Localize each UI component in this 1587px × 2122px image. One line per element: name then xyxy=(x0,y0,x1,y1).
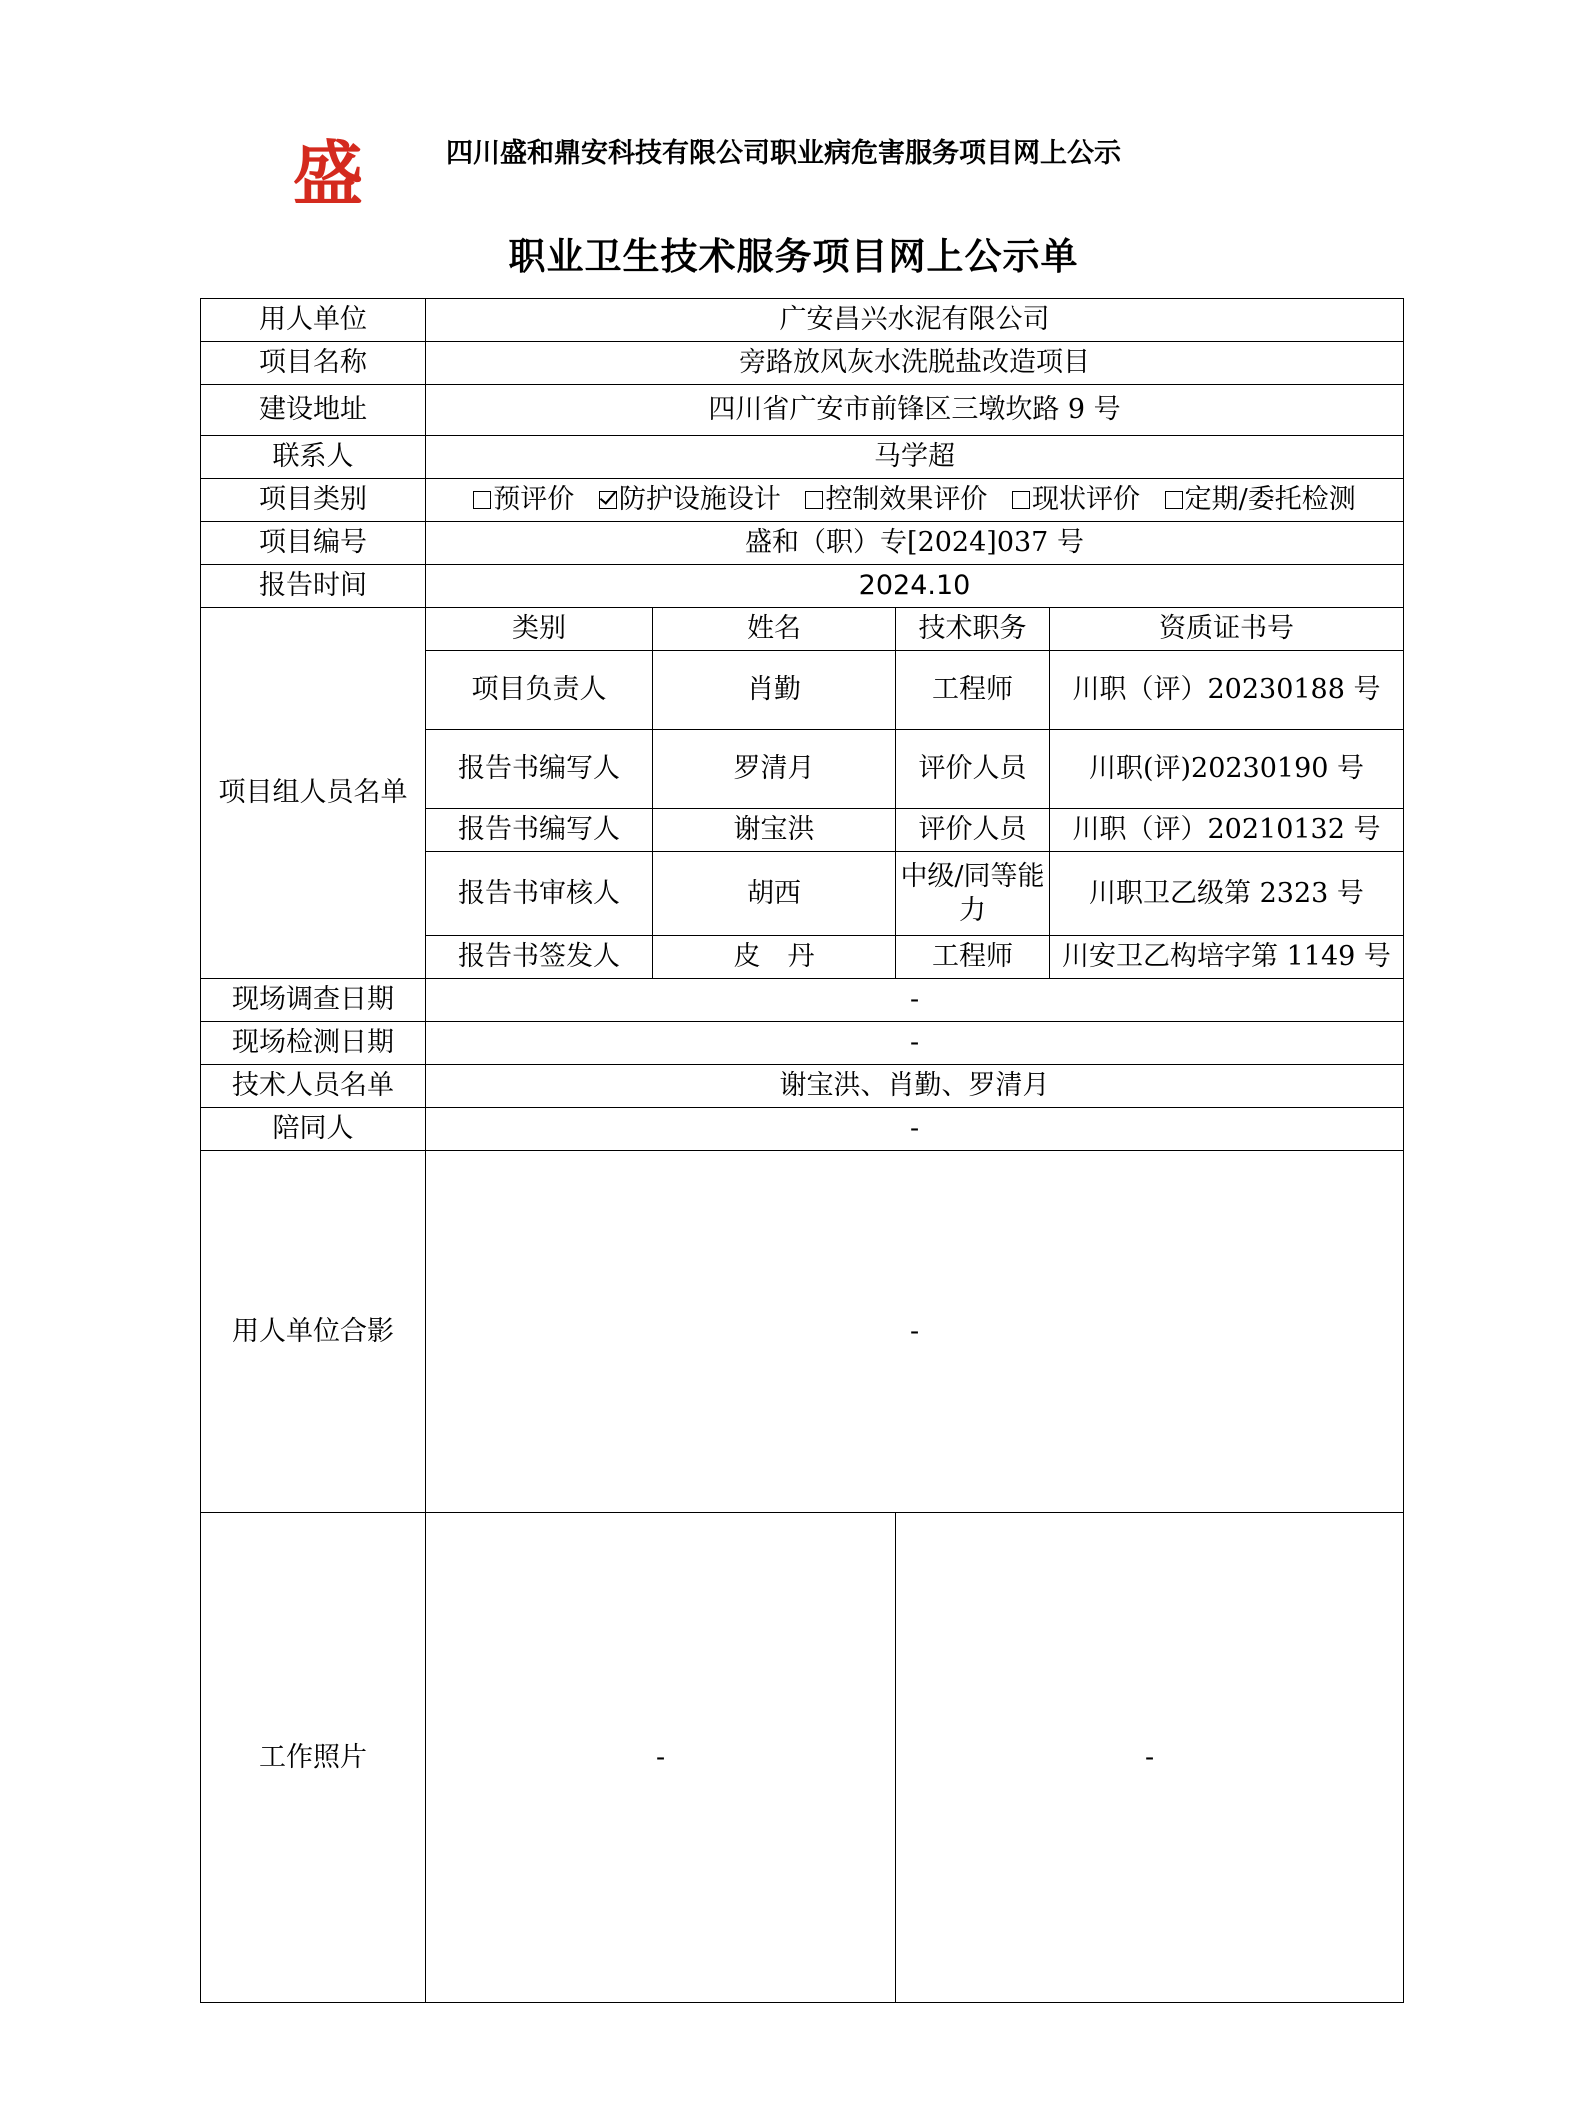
category-option-label: 现状评价 xyxy=(1032,484,1141,516)
checkbox-icon xyxy=(1012,491,1030,509)
row-test-date xyxy=(201,1022,1404,1065)
checkbox-icon xyxy=(473,491,491,509)
row-tech-staff xyxy=(201,1065,1404,1108)
category-option[interactable] xyxy=(1012,484,1140,515)
team-cell: 胡西 xyxy=(653,852,896,936)
company-logo xyxy=(290,134,366,214)
work-photo-left: - xyxy=(426,1513,896,2003)
form-title: 职业卫生技术服务项目网上公示单 xyxy=(508,234,1079,278)
team-cell: 项目负责人 xyxy=(426,651,653,730)
group-photo-placeholder: - xyxy=(426,1151,1404,1513)
row-companion xyxy=(201,1108,1404,1151)
team-cell: 川职（评）20210132 号 xyxy=(1050,809,1404,852)
row-survey-date xyxy=(201,979,1404,1022)
team-cell: 工程师 xyxy=(896,936,1050,979)
team-header-cell: 技术职务 xyxy=(896,608,1050,651)
project-no-label: 项目编号 xyxy=(201,522,426,565)
test-date-label: 现场检测日期 xyxy=(201,1022,426,1065)
project-name-value: 旁路放风灰水洗脱盐改造项目 xyxy=(426,342,1404,385)
team-cell: 工程师 xyxy=(896,651,1050,730)
team-header-cell: 资质证书号 xyxy=(1050,608,1404,651)
category-option-label: 控制效果评价 xyxy=(825,484,988,516)
team-header-row xyxy=(201,608,1404,651)
row-category xyxy=(201,479,1404,522)
category-option[interactable] xyxy=(599,484,781,515)
team-cell: 报告书编写人 xyxy=(426,809,653,852)
row-address xyxy=(201,385,1404,436)
team-cell: 报告书编写人 xyxy=(426,730,653,809)
project-no-value: 盛和（职）专[2024]037 号 xyxy=(426,522,1404,565)
contact-label: 联系人 xyxy=(201,436,426,479)
survey-date-label: 现场调查日期 xyxy=(201,979,426,1022)
checkbox-icon xyxy=(1165,491,1183,509)
logo-glyph: 盛 xyxy=(293,134,363,214)
category-option[interactable] xyxy=(473,484,574,515)
work-photos-label: 工作照片 xyxy=(201,1513,426,2003)
category-option-label: 防护设施设计 xyxy=(618,484,781,516)
report-time-value: 2024.10 xyxy=(426,565,1404,608)
companion-label: 陪同人 xyxy=(201,1108,426,1151)
tech-staff-label: 技术人员名单 xyxy=(201,1065,426,1108)
category-option-label: 定期/委托检测 xyxy=(1184,484,1356,516)
team-cell: 川职卫乙级第 2323 号 xyxy=(1050,852,1404,936)
address-label: 建设地址 xyxy=(201,385,426,436)
team-cell: 报告书审核人 xyxy=(426,852,653,936)
category-option-label: 预评价 xyxy=(493,484,575,516)
announcement-table xyxy=(200,298,1404,2003)
team-label: 项目组人员名单 xyxy=(201,608,426,979)
team-header-cell: 姓名 xyxy=(653,608,896,651)
team-cell: 皮 丹 xyxy=(653,936,896,979)
team-cell: 肖勤 xyxy=(653,651,896,730)
team-cell: 川职（评）20230188 号 xyxy=(1050,651,1404,730)
row-report-time xyxy=(201,565,1404,608)
team-cell: 川安卫乙构培字第 1149 号 xyxy=(1050,936,1404,979)
category-options xyxy=(426,479,1404,522)
project-name-label: 项目名称 xyxy=(201,342,426,385)
row-employer xyxy=(201,299,1404,342)
category-option[interactable] xyxy=(1165,484,1356,515)
team-cell: 评价人员 xyxy=(896,730,1050,809)
team-cell: 评价人员 xyxy=(896,809,1050,852)
category-option[interactable] xyxy=(805,484,987,515)
team-cell: 川职(评)20230190 号 xyxy=(1050,730,1404,809)
team-cell: 谢宝洪 xyxy=(653,809,896,852)
checkbox-icon xyxy=(805,491,823,509)
team-cell: 中级/同等能力 xyxy=(896,852,1050,936)
row-work-photos xyxy=(201,1513,1404,2003)
row-contact xyxy=(201,436,1404,479)
address-value: 四川省广安市前锋区三墩坎路 9 号 xyxy=(426,385,1404,436)
work-photo-right: - xyxy=(896,1513,1404,2003)
row-project-name xyxy=(201,342,1404,385)
test-date-value: - xyxy=(426,1022,1404,1065)
category-label: 项目类别 xyxy=(201,479,426,522)
contact-value: 马学超 xyxy=(426,436,1404,479)
tech-staff-value: 谢宝洪、肖勤、罗清月 xyxy=(426,1065,1404,1108)
team-cell: 报告书签发人 xyxy=(426,936,653,979)
team-cell: 罗清月 xyxy=(653,730,896,809)
report-time-label: 报告时间 xyxy=(201,565,426,608)
row-project-no xyxy=(201,522,1404,565)
employer-label: 用人单位 xyxy=(201,299,426,342)
employer-value: 广安昌兴水泥有限公司 xyxy=(426,299,1404,342)
checkbox-checked-icon xyxy=(599,491,617,509)
survey-date-value: - xyxy=(426,979,1404,1022)
companion-value: - xyxy=(426,1108,1404,1151)
team-header-cell: 类别 xyxy=(426,608,653,651)
row-group-photo xyxy=(201,1151,1404,1513)
group-photo-label: 用人单位合影 xyxy=(201,1151,426,1513)
company-title: 四川盛和鼎安科技有限公司职业病危害服务项目网上公示 xyxy=(446,138,1121,169)
